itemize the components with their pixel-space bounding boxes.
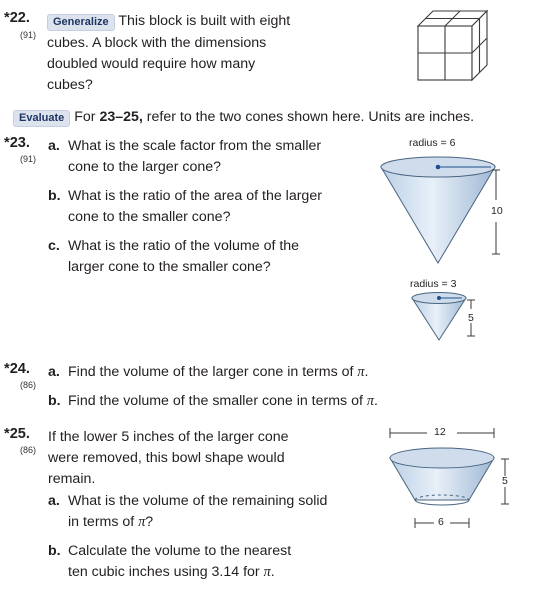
problem-25a-label: a. (48, 493, 60, 509)
generalize-tag: Generalize (47, 14, 115, 31)
problem-25b-line-2: ten cubic inches using 3.14 for π. (68, 564, 275, 580)
small-cone-figure (410, 290, 490, 346)
evaluate-tag: Evaluate (13, 110, 70, 127)
large-cone-radius-label: radius = 6 (409, 137, 456, 149)
frustum-bottom-label: 6 (438, 516, 444, 528)
problem-22-line-3: doubled would require how many (47, 56, 256, 72)
problem-25a-line-2: in terms of π? (68, 514, 154, 530)
problem-22-line-4: cubes? (47, 77, 93, 93)
problem-23a-label: a. (48, 138, 60, 154)
problem-25-line-1: If the lower 5 inches of the larger cone (48, 429, 289, 445)
frustum-figure (382, 424, 522, 534)
evaluate-instruction: Evaluate For 23–25, refer to the two cones shown here. Units are inches. (13, 107, 474, 128)
problem-23c-line-1: What is the ratio of the volume of the (68, 238, 300, 254)
problem-24a-text: Find the volume of the larger cone in terms of π. (68, 364, 369, 380)
problem-25-line-3: remain. (48, 471, 96, 487)
problem-22-number: *22. (4, 10, 30, 26)
problem-23-lesson-ref: (91) (20, 154, 37, 164)
problem-24-lesson-ref: (86) (20, 380, 37, 390)
problem-24-number: *24. (4, 361, 30, 377)
problem-25a-line-1: What is the volume of the remaining solid (68, 493, 328, 509)
problem-23b-line-1: What is the ratio of the area of the larger (68, 188, 322, 204)
problem-23b-label: b. (48, 188, 61, 204)
problem-24b-text: Find the volume of the smaller cone in terms of π. (68, 393, 378, 409)
problem-22-lesson-ref: (91) (20, 30, 37, 40)
problem-22-line-1: Generalize This block is built with eight (47, 11, 290, 32)
problem-25-lesson-ref: (86) (20, 445, 37, 455)
small-cone-radius-label: radius = 3 (410, 278, 457, 290)
problem-25b-label: b. (48, 543, 61, 559)
problem-24b-label: b. (48, 393, 61, 409)
cube-block-figure (415, 8, 490, 83)
problem-23a-line-1: What is the scale factor from the smaller (68, 138, 322, 154)
problem-23b-line-2: cone to the smaller cone? (68, 209, 231, 225)
large-cone-height-label: 10 (491, 205, 503, 217)
problem-25-line-2: were removed, this bowl shape would (48, 450, 285, 466)
problem-24a-label: a. (48, 364, 60, 380)
frustum-top-label: 12 (434, 426, 446, 438)
problem-25b-line-1: Calculate the volume to the nearest (68, 543, 292, 559)
problem-23c-label: c. (48, 238, 60, 254)
problem-22-line-2: cubes. A block with the dimensions (47, 35, 267, 51)
problem-23a-line-2: cone to the larger cone? (68, 159, 222, 175)
problem-23-number: *23. (4, 135, 30, 151)
frustum-height-label: 5 (502, 475, 508, 487)
problem-25-number: *25. (4, 426, 30, 442)
problem-23c-line-2: larger cone to the smaller cone? (68, 259, 271, 275)
small-cone-height-label: 5 (468, 312, 474, 324)
